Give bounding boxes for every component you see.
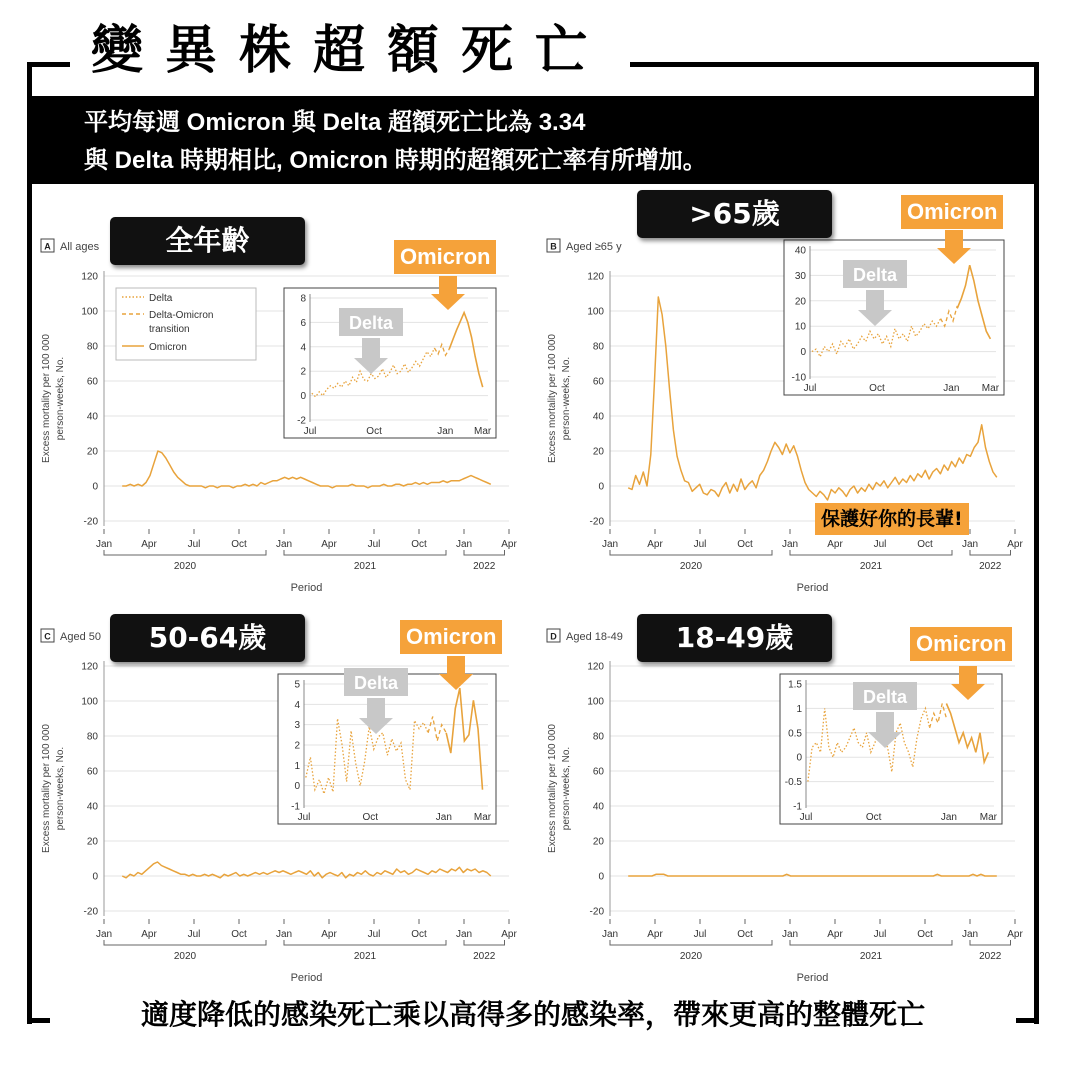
- panel-letter: B: [550, 241, 557, 252]
- x-tick-label: Jan: [781, 539, 799, 550]
- inset-y-tick-label: -1: [793, 801, 802, 813]
- inset-x-tick-label: Jul: [303, 426, 317, 437]
- y-tick-label: 20: [86, 446, 98, 458]
- panel-caption-text: All ages: [60, 241, 100, 253]
- delta-arrow-label: Delta: [862, 687, 908, 707]
- y-tick-label: 80: [86, 731, 98, 743]
- x-tick-label: Jan: [275, 539, 293, 550]
- y-tick-label: 0: [598, 481, 604, 493]
- legend-label: Omicron: [149, 342, 187, 353]
- y-tick-label: -20: [589, 906, 604, 918]
- x-tick-label: Jan: [601, 929, 619, 940]
- year-label: 2021: [353, 951, 377, 962]
- panel-caption: [547, 629, 623, 643]
- panel-caption: [547, 239, 622, 253]
- inset-y-tick-label: 0: [800, 347, 806, 359]
- inset-y-tick-label: 10: [794, 321, 806, 333]
- inset-x-tick-label: Mar: [473, 812, 492, 823]
- x-tick-label: Jul: [693, 929, 707, 940]
- x-axis-label: Period: [290, 582, 323, 594]
- inset-x-tick-label: Jul: [803, 383, 817, 394]
- inset-y-tick-label: 1: [294, 760, 300, 772]
- inset-x-tick-label: Oct: [869, 383, 885, 394]
- y-tick-label: 60: [86, 766, 98, 778]
- x-tick-label: Apr: [647, 929, 663, 940]
- y-axis-label: Excess mortality per 100 000: [41, 334, 52, 463]
- inset-x-tick-label: Jan: [940, 812, 957, 823]
- x-tick-label: Jul: [367, 539, 381, 550]
- x-tick-label: Apr: [141, 539, 157, 550]
- panel-caption: [41, 239, 100, 253]
- inset-y-tick-label: 5: [294, 679, 300, 691]
- y-tick-label: 20: [592, 836, 604, 848]
- protect-elders-note: 保護好你的長輩!: [815, 503, 969, 535]
- x-tick-label: Oct: [231, 539, 247, 550]
- year-bracket: [284, 940, 446, 945]
- panel-letter: C: [44, 631, 51, 642]
- series-line: [628, 874, 997, 876]
- inset-y-tick-label: 0: [300, 391, 306, 403]
- y-tick-label: -20: [83, 906, 98, 918]
- inset-y-tick-label: 8: [300, 293, 306, 305]
- inset-y-tick-label: 1: [796, 703, 802, 715]
- year-label: 2021: [859, 951, 883, 962]
- year-bracket: [104, 940, 266, 945]
- inset-y-tick-label: 2: [300, 366, 306, 378]
- inset-y-tick-label: 30: [794, 270, 806, 282]
- year-label: 2020: [173, 951, 197, 962]
- year-bracket: [464, 550, 505, 555]
- x-tick-label: Jul: [187, 539, 201, 550]
- omicron-callout-b: Omicron: [901, 195, 1003, 229]
- inset-x-tick-label: Mar: [979, 812, 997, 823]
- panel-caption-text: Aged 18-49: [566, 631, 623, 643]
- omicron-callout-d: Omicron: [910, 627, 1012, 661]
- y-tick-label: 120: [81, 271, 98, 283]
- y-axis-label: person-weeks, No.: [561, 746, 572, 831]
- x-tick-label: Jul: [693, 539, 707, 550]
- x-tick-label: Apr: [827, 539, 843, 550]
- inset-x-tick-label: Mar: [474, 426, 492, 437]
- inset-y-tick-label: 40: [794, 245, 806, 257]
- inset-y-tick-label: -10: [791, 372, 806, 384]
- inset-y-tick-label: -1: [291, 801, 300, 813]
- y-axis-label: Excess mortality per 100 000: [547, 334, 558, 463]
- year-bracket: [790, 940, 952, 945]
- inset-y-tick-label: 3: [294, 720, 300, 732]
- inset-y-tick-label: 0.5: [788, 728, 802, 740]
- year-label: 2022: [979, 561, 1002, 572]
- year-label: 2022: [979, 951, 1002, 962]
- age-label-50-64: 50-64歲: [110, 614, 305, 662]
- y-tick-label: 80: [86, 341, 98, 353]
- inset-x-tick-label: Mar: [981, 383, 1000, 394]
- year-label: 2020: [679, 951, 703, 962]
- y-tick-label: 0: [92, 481, 98, 493]
- inset-frame: [278, 674, 496, 824]
- x-tick-label: Jul: [873, 539, 887, 550]
- x-tick-label: Apr: [647, 539, 663, 550]
- y-tick-label: 60: [86, 376, 98, 388]
- y-axis-label: Excess mortality per 100 000: [41, 724, 52, 853]
- x-tick-label: Apr: [1007, 539, 1023, 550]
- x-tick-label: Jan: [961, 539, 979, 550]
- inset-x-tick-label: Jan: [943, 383, 960, 394]
- delta-arrow-label: Delta: [348, 313, 394, 333]
- y-axis-label: person-weeks, No.: [55, 356, 66, 441]
- age-label-all: 全年齡: [110, 217, 305, 265]
- x-tick-label: Jan: [961, 929, 979, 940]
- delta-arrow-label: Delta: [353, 673, 399, 693]
- x-tick-label: Jan: [95, 929, 113, 940]
- legend-label: Delta-Omicron: [149, 310, 214, 321]
- footer-caption: 適度降低的感染死亡乘以高得多的感染率，帶來更高的整體死亡: [50, 992, 1016, 1038]
- inset-y-tick-label: 0: [294, 781, 300, 793]
- inset-chart: [278, 674, 496, 824]
- inset-y-tick-label: 4: [294, 699, 300, 711]
- legend: [116, 288, 256, 360]
- legend-label: Delta: [149, 293, 173, 304]
- inset-x-tick-label: Jan: [435, 812, 452, 823]
- year-bracket: [464, 940, 505, 945]
- x-tick-label: Jul: [873, 929, 887, 940]
- year-label: 2022: [473, 951, 496, 962]
- inset-y-tick-label: -2: [297, 415, 306, 427]
- omicron-callout-a: Omicron: [394, 240, 496, 274]
- year-label: 2020: [173, 561, 197, 572]
- y-tick-label: 120: [587, 271, 604, 283]
- x-tick-label: Jan: [455, 929, 473, 940]
- x-tick-label: Oct: [231, 929, 247, 940]
- y-tick-label: 100: [587, 306, 604, 318]
- y-tick-label: 120: [587, 661, 604, 673]
- inset-y-tick-label: 0: [796, 752, 802, 764]
- age-label-18-49: 18-49歲: [637, 614, 832, 662]
- x-axis-label: Period: [290, 972, 323, 984]
- x-tick-label: Apr: [321, 539, 337, 550]
- panel-letter: D: [550, 631, 557, 642]
- x-tick-label: Oct: [917, 539, 933, 550]
- x-tick-label: Apr: [501, 539, 517, 550]
- year-bracket: [790, 550, 952, 555]
- year-bracket: [104, 550, 266, 555]
- x-tick-label: Jan: [781, 929, 799, 940]
- x-tick-label: Apr: [501, 929, 517, 940]
- y-tick-label: 80: [592, 731, 604, 743]
- panel-letter: A: [44, 241, 51, 252]
- x-tick-label: Oct: [917, 929, 933, 940]
- chart-panel-b: [540, 196, 1045, 594]
- year-bracket: [284, 550, 446, 555]
- panel-caption: [41, 629, 101, 643]
- panel-caption-text: Aged 50: [60, 631, 101, 643]
- x-tick-label: Jan: [601, 539, 619, 550]
- omicron-callout-c: Omicron: [400, 620, 502, 654]
- inset-y-tick-label: 1.5: [788, 679, 802, 691]
- y-axis-label: person-weeks, No.: [55, 746, 66, 831]
- summary-line-1: 平均每週 Omicron 與 Delta 超額死亡比為 3.34: [84, 109, 586, 136]
- x-tick-label: Apr: [1007, 929, 1023, 940]
- x-tick-label: Jan: [455, 539, 473, 550]
- year-label: 2021: [353, 561, 377, 572]
- chart-svg: [540, 196, 1045, 594]
- inset-x-tick-label: Oct: [366, 426, 382, 437]
- x-axis-label: Period: [796, 582, 829, 594]
- age-label-65: >65歲: [637, 190, 832, 238]
- year-label: 2020: [679, 561, 703, 572]
- x-tick-label: Jul: [187, 929, 201, 940]
- y-tick-label: 0: [598, 871, 604, 883]
- y-tick-label: -20: [83, 516, 98, 528]
- x-tick-label: Apr: [321, 929, 337, 940]
- y-tick-label: 60: [592, 376, 604, 388]
- y-tick-label: 100: [81, 306, 98, 318]
- x-tick-label: Jul: [367, 929, 381, 940]
- year-bracket: [610, 940, 772, 945]
- y-tick-label: 40: [592, 801, 604, 813]
- y-tick-label: 60: [592, 766, 604, 778]
- inset-x-tick-label: Oct: [362, 812, 379, 823]
- y-tick-label: 100: [587, 696, 604, 708]
- y-tick-label: 80: [592, 341, 604, 353]
- y-tick-label: 20: [592, 446, 604, 458]
- inset-x-tick-label: Oct: [865, 812, 882, 823]
- y-axis-label: Excess mortality per 100 000: [547, 724, 558, 853]
- year-bracket: [610, 550, 772, 555]
- year-label: 2022: [473, 561, 496, 572]
- page-title: 變異株超額死亡: [70, 16, 630, 86]
- x-tick-label: Jan: [275, 929, 293, 940]
- delta-arrow-label: Delta: [852, 265, 898, 285]
- year-bracket: [970, 940, 1011, 945]
- series-line: [122, 862, 491, 878]
- x-tick-label: Oct: [411, 539, 427, 550]
- summary-line-2: 與 Delta 時期相比, Omicron 時期的超額死亡率有所增加。: [84, 147, 707, 174]
- year-label: 2021: [859, 561, 883, 572]
- y-tick-label: -20: [589, 516, 604, 528]
- x-tick-label: Oct: [411, 929, 427, 940]
- x-axis-label: Period: [796, 972, 829, 984]
- inset-y-tick-label: 6: [300, 317, 306, 329]
- y-tick-label: 20: [86, 836, 98, 848]
- legend-label: transition: [149, 324, 190, 335]
- y-axis-label: person-weeks, No.: [561, 356, 572, 441]
- x-tick-label: Oct: [737, 539, 753, 550]
- y-tick-label: 40: [592, 411, 604, 423]
- inset-x-tick-label: Jul: [799, 812, 813, 823]
- x-tick-label: Jan: [95, 539, 113, 550]
- inset-x-tick-label: Jan: [437, 426, 454, 437]
- inset-y-tick-label: 4: [300, 342, 306, 354]
- summary-banner: [32, 96, 1034, 184]
- inset-x-tick-label: Jul: [297, 812, 311, 823]
- x-tick-label: Apr: [141, 929, 157, 940]
- panel-caption-text: Aged ≥65 y: [566, 241, 622, 253]
- inset-y-tick-label: 20: [794, 296, 806, 308]
- y-tick-label: 100: [81, 696, 98, 708]
- series-line: [122, 451, 491, 488]
- y-tick-label: 40: [86, 801, 98, 813]
- inset-y-tick-label: -0.5: [784, 777, 802, 789]
- x-tick-label: Oct: [737, 929, 753, 940]
- inset-y-tick-label: 2: [294, 740, 300, 752]
- y-tick-label: 120: [81, 661, 98, 673]
- y-tick-label: 40: [86, 411, 98, 423]
- y-tick-label: 0: [92, 871, 98, 883]
- x-tick-label: Apr: [827, 929, 843, 940]
- year-bracket: [970, 550, 1011, 555]
